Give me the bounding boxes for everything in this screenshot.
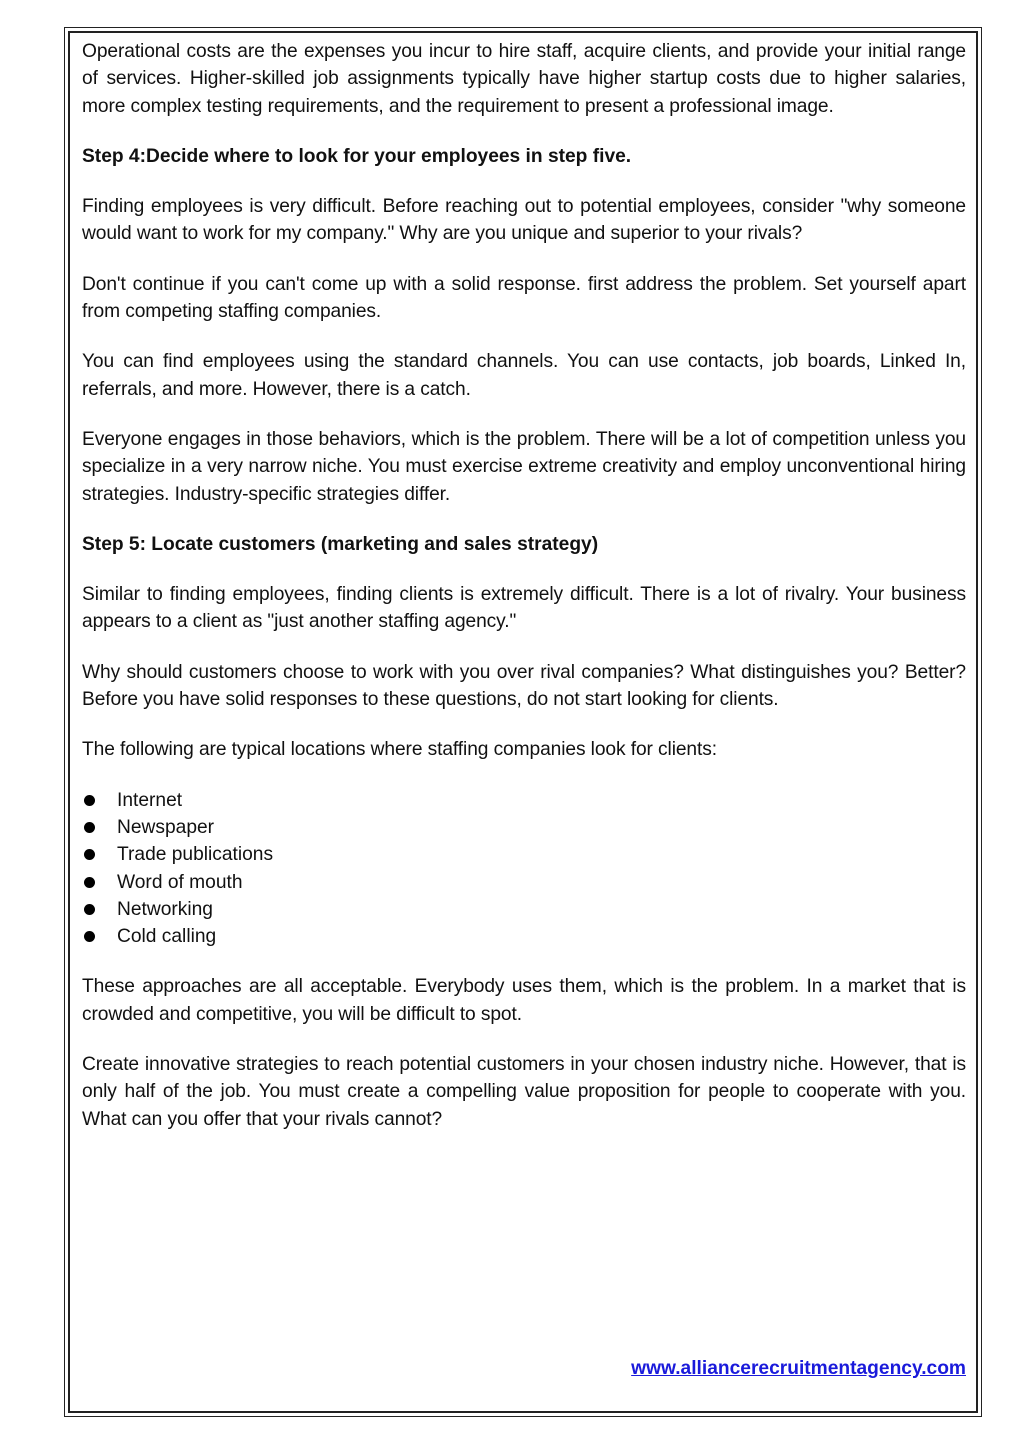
document-body — [82, 38, 966, 1156]
paragraph-finding-clients: Similar to finding employees, finding clients is extremely difficult. There is a lot of rivalry. Your business appears to a client as "just another staffing agency." — [82, 584, 966, 633]
step-5-heading: Step 5: Locate customers (marketing and sales strategy) — [82, 533, 599, 555]
paragraph-finding-employees: Finding employees is very difficult. Before reaching out to potential employees, consider "why someone would want to work for my company." Why are you unique and superior to your rivals? — [82, 196, 966, 245]
list-item — [82, 841, 966, 868]
bullet-icon — [84, 822, 95, 833]
paragraph-innovative-strategies: Create innovative strategies to reach potential customers in your chosen industry niche. However, that is only half of the job. You must create a compelling value proposition for people to cooperate with you. What can you offer that your rivals cannot? — [82, 1054, 966, 1130]
bullet-icon — [84, 904, 95, 915]
bullet-icon — [84, 931, 95, 942]
list-item-label: Trade publications — [117, 844, 274, 866]
bullet-icon — [84, 849, 95, 860]
list-item — [82, 814, 966, 841]
bullet-icon — [84, 795, 95, 806]
paragraph-why-customers: Why should customers choose to work with you over rival companies? What distinguishes you? Better? Before you have solid responses to these questions, do not start looking for clients. — [82, 661, 966, 711]
list-item — [82, 923, 966, 950]
website-link[interactable]: www.alliancerecruitmentagency.com — [631, 1358, 966, 1379]
list-item-label: Cold calling — [117, 926, 217, 948]
paragraph-standard-channels: You can find employees using the standard channels. You can use contacts, job boards, Linked In, referrals, and more. However, there is a catch. — [82, 351, 966, 400]
paragraph-solid-response: Don't continue if you can't come up with a solid response. first address the problem. Set yourself apart from competing staffing companies. — [82, 273, 966, 323]
paragraph-approaches: These approaches are all acceptable. Everybody uses them, which is the problem. In a market that is crowded and competitive, you will be difficult to spot. — [82, 976, 966, 1025]
paragraph-typical-locations: The following are typical locations where staffing companies look for clients: — [82, 739, 717, 761]
list-item — [82, 869, 966, 896]
list-item-label: Word of mouth — [117, 871, 243, 893]
bullet-icon — [84, 877, 95, 888]
list-item — [82, 896, 966, 923]
paragraph-competition: Everyone engages in those behaviors, which is the problem. There will be a lot of competition unless you specialize in a very narrow niche. You must exercise extreme creativity and employ unconventional hiring strategies. Industry-specific strategies differ. — [82, 428, 966, 505]
list-item — [82, 787, 966, 814]
list-item-label: Internet — [117, 789, 183, 811]
list-item-label: Newspaper — [117, 816, 215, 838]
step-4-heading: Step 4:Decide where to look for your employees in step five. — [82, 145, 632, 167]
paragraph-operational-costs: Operational costs are the expenses you incur to hire staff, acquire clients, and provide your initial range of services. Higher-skilled job assignments typically have higher startup costs due to higher salaries, more complex testing requirements, and the requirement to present a professional image. — [82, 41, 966, 117]
list-item-label: Networking — [117, 898, 213, 920]
client-locations-list — [82, 787, 966, 951]
